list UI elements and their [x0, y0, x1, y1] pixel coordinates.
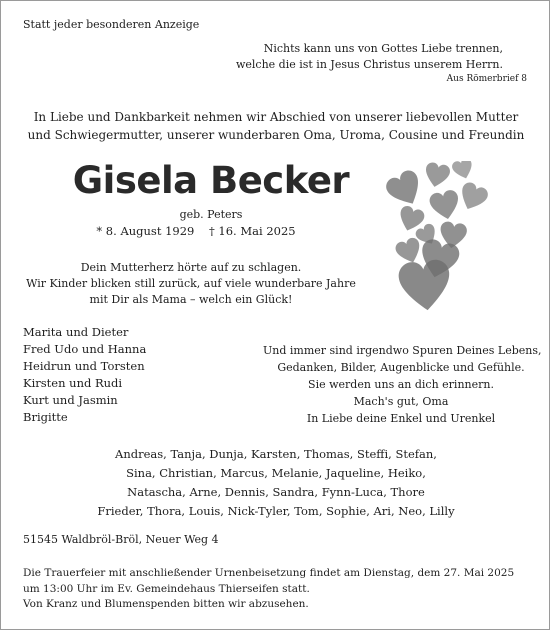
grandchildren-line-2: Sina, Christian, Marcus, Melanie, Jaqueline, Heiko, — [126, 466, 426, 480]
bible-quote — [236, 41, 503, 73]
grandchildren-line-3: Natascha, Arne, Dennis, Sandra, Fynn-Luca, Thore — [127, 485, 425, 499]
memory-signature: In Liebe deine Enkel und Urenkel — [306, 412, 496, 425]
flowers-note: Von Kranz und Blumenspenden bitten wir abzusehen. — [23, 598, 309, 610]
memory-line-4: Mach's gut, Oma — [353, 395, 449, 408]
grandchildren-line-1: Andreas, Tanja, Dunja, Karsten, Thomas, Steffi, Stefan, — [115, 447, 437, 461]
family-member: Marita und Dieter — [23, 325, 129, 339]
heart-shape — [397, 258, 452, 312]
birth-name: geb. Peters — [179, 208, 243, 221]
memory-line-3: Sie werden uns an dich erinnern. — [308, 378, 494, 391]
memory-poem — [263, 342, 542, 427]
grandchildren-line-4: Frieder, Thora, Louis, Nick-Tyler, Tom, Sophie, Ari, Neo, Lilly — [97, 504, 455, 518]
family-member: Kirsten und Rudi — [23, 376, 123, 390]
farewell-line-2: Wir Kinder blicken still zurück, auf viele wunderbare Jahre — [26, 277, 356, 290]
heart-shape — [423, 161, 452, 189]
service-line-2: um 13:00 Uhr im Ev. Gemeindehaus Thierseifen statt. — [23, 583, 310, 595]
farewell-line-3: mit Dir als Mama – welch ein Glück! — [89, 293, 293, 306]
quote-line-1: Nichts kann uns von Gottes Liebe trennen, — [263, 42, 503, 55]
farewell-line-1: Dein Mutterherz hörte auf zu schlagen. — [80, 261, 302, 274]
family-member: Brigitte — [23, 410, 68, 424]
intro-line-2: und Schwiegermutter, unserer wunderbaren Oma, Uroma, Cousine und Freundin — [27, 128, 525, 142]
intro-text — [1, 108, 550, 144]
hearts-tree-icon — [383, 161, 550, 321]
quote-source: Aus Römerbrief 8 — [446, 74, 527, 84]
hearts-group — [383, 161, 490, 313]
memory-line-2: Gedanken, Bilder, Augenblicke und Gefühle. — [277, 361, 525, 374]
family-list — [23, 324, 146, 426]
family-member: Fred Udo und Hanna — [23, 342, 147, 356]
grandchildren-list — [1, 445, 550, 521]
family-member: Heidrun und Torsten — [23, 359, 145, 373]
service-info — [23, 565, 514, 597]
life-dates — [1, 224, 391, 238]
heart-shape — [394, 236, 425, 266]
memory-line-1: Und immer sind irgendwo Spuren Deines Lebens, — [263, 344, 542, 357]
heart-shape — [383, 167, 427, 211]
heart-shape — [456, 180, 491, 214]
farewell-poem — [1, 260, 381, 308]
quote-line-2: welche die ist in Jesus Christus unserem Herrn. — [235, 58, 503, 71]
notice-header: Statt jeder besonderen Anzeige — [23, 18, 200, 31]
heart-shape — [451, 161, 476, 181]
birth-date: * 8. August 1929 — [96, 224, 195, 238]
service-line-1: Die Trauerfeier mit anschließender Urnenbeisetzung findet am Dienstag, dem 27. Mai 2025 — [23, 567, 515, 579]
death-date: † 16. Mai 2025 — [209, 224, 296, 238]
heart-shape — [428, 189, 462, 222]
deceased-name: Gisela Becker — [72, 159, 350, 202]
intro-line-1: In Liebe und Dankbarkeit nehmen wir Abschied von unserer liebevollen Mutter — [33, 110, 519, 124]
address: 51545 Waldbröl-Bröl, Neuer Weg 4 — [23, 533, 219, 546]
family-member: Kurt und Jasmin — [23, 393, 118, 407]
